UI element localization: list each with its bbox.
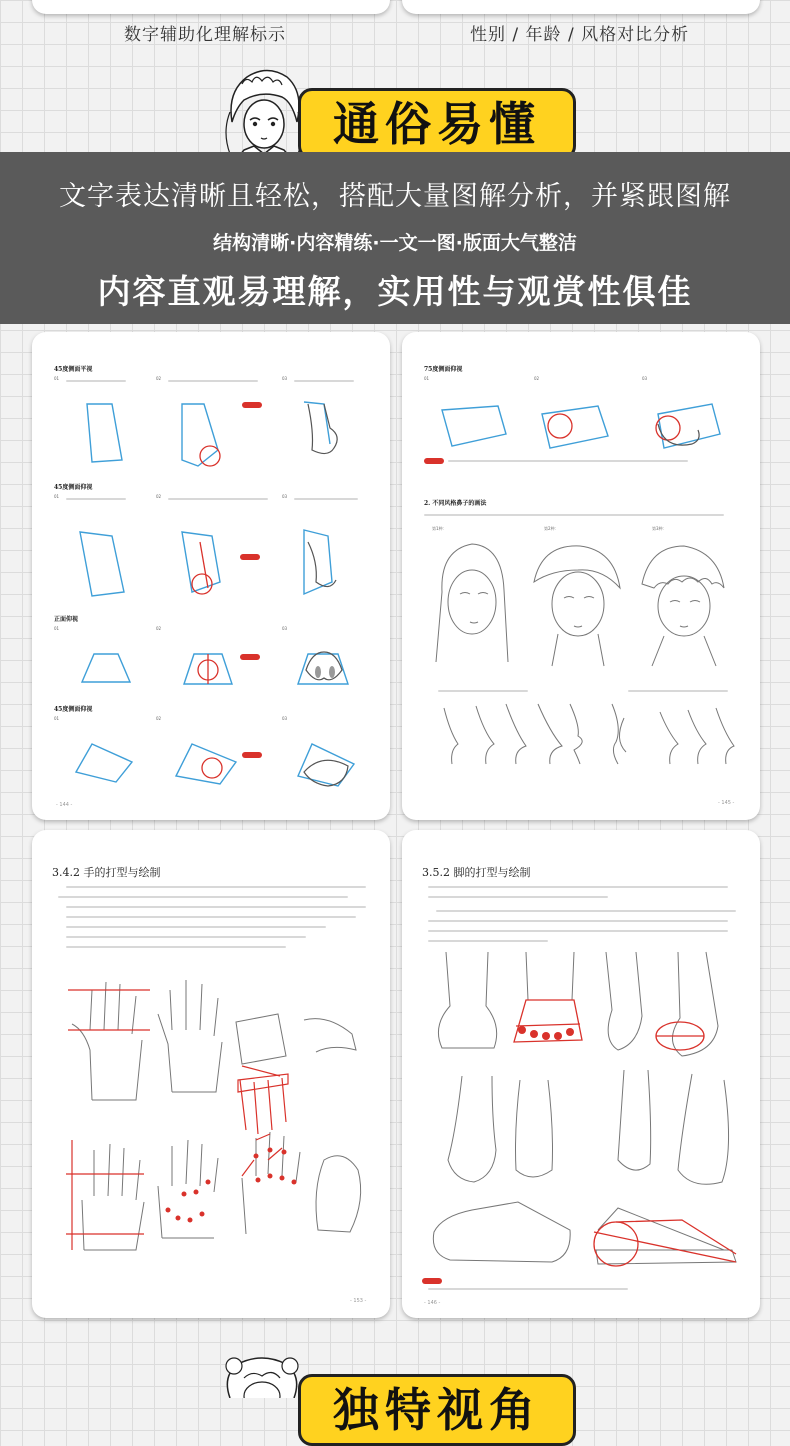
section-heading: 正面仰视 — [54, 616, 79, 623]
band-line-3: 内容直观易理解，实用性与观赏性俱佳 — [97, 272, 693, 311]
book-page-foot-drawing — [402, 830, 760, 1318]
text-line — [66, 380, 126, 382]
step-number: 02 — [156, 716, 162, 721]
book-page-nose-styles — [402, 332, 760, 820]
step-number: 01 — [424, 376, 430, 381]
top-right-card-edge — [402, 0, 760, 14]
text-line — [628, 690, 728, 692]
step-number: 02 — [156, 626, 162, 631]
text-line — [168, 380, 258, 382]
hand-sketches — [32, 830, 390, 1318]
section-heading: 2. 不同风格鼻子的画法 — [424, 500, 487, 507]
caption-left: 数字辅助化理解标示 — [124, 25, 286, 45]
style-label: 第2种： — [544, 526, 559, 531]
step-number: 01 — [54, 494, 60, 499]
section-heading: 45度侧面仰视 — [54, 706, 93, 713]
text-line — [428, 1288, 628, 1290]
page-section-title: 3.4.2 手的打型与绘制 — [52, 866, 161, 879]
text-line — [294, 498, 358, 500]
badge-unique-perspective: 独特视角 — [298, 1374, 576, 1446]
intro-band — [0, 152, 790, 324]
text-line — [168, 498, 268, 500]
style-label: 第1种： — [432, 526, 447, 531]
text-line — [438, 690, 528, 692]
step-number: 03 — [282, 716, 288, 721]
character-face-sketches — [402, 332, 760, 820]
step-number: 02 — [156, 494, 162, 499]
page-number: - 153 - — [350, 1298, 367, 1304]
step-number: 03 — [642, 376, 648, 381]
step-number: 01 — [54, 716, 60, 721]
page-section-title: 3.5.2 脚的打型与绘制 — [422, 866, 531, 879]
page-number: - 146 - — [424, 1300, 441, 1306]
step-number: 03 — [282, 494, 288, 499]
step-number: 02 — [534, 376, 540, 381]
text-line — [294, 380, 354, 382]
nose-step-sketches — [32, 332, 390, 820]
character-girl-illustration — [212, 1356, 312, 1398]
book-page-nose-steps — [32, 332, 390, 820]
section-heading: 75度侧面仰视 — [424, 366, 463, 373]
band-line-2: 结构清晰·内容精练·一文一图·版面大气整洁 — [213, 232, 577, 254]
badge-easy-to-understand: 通俗易懂 — [298, 88, 576, 160]
page-number: - 145 - — [718, 800, 735, 806]
step-number: 01 — [54, 376, 60, 381]
character-portrait-illustration — [212, 62, 312, 162]
step-number: 01 — [54, 626, 60, 631]
foot-sketches — [402, 830, 760, 1318]
section-heading: 45度侧面仰视 — [54, 484, 93, 491]
step-number: 03 — [282, 376, 288, 381]
top-left-card-edge — [32, 0, 390, 14]
caption-right: 性别 / 年龄 / 风格对比分析 — [470, 25, 690, 45]
text-line — [66, 498, 126, 500]
page-number: - 144 - — [56, 802, 73, 808]
band-line-1: 文字表达清晰且轻松，搭配大量图解分析，并紧跟图解 — [59, 181, 731, 212]
style-label: 第3种： — [652, 526, 667, 531]
tip-label — [422, 1278, 442, 1284]
book-page-hand-drawing — [32, 830, 390, 1318]
step-number: 03 — [282, 626, 288, 631]
step-number: 02 — [156, 376, 162, 381]
section-heading: 45度侧面平视 — [54, 366, 93, 373]
